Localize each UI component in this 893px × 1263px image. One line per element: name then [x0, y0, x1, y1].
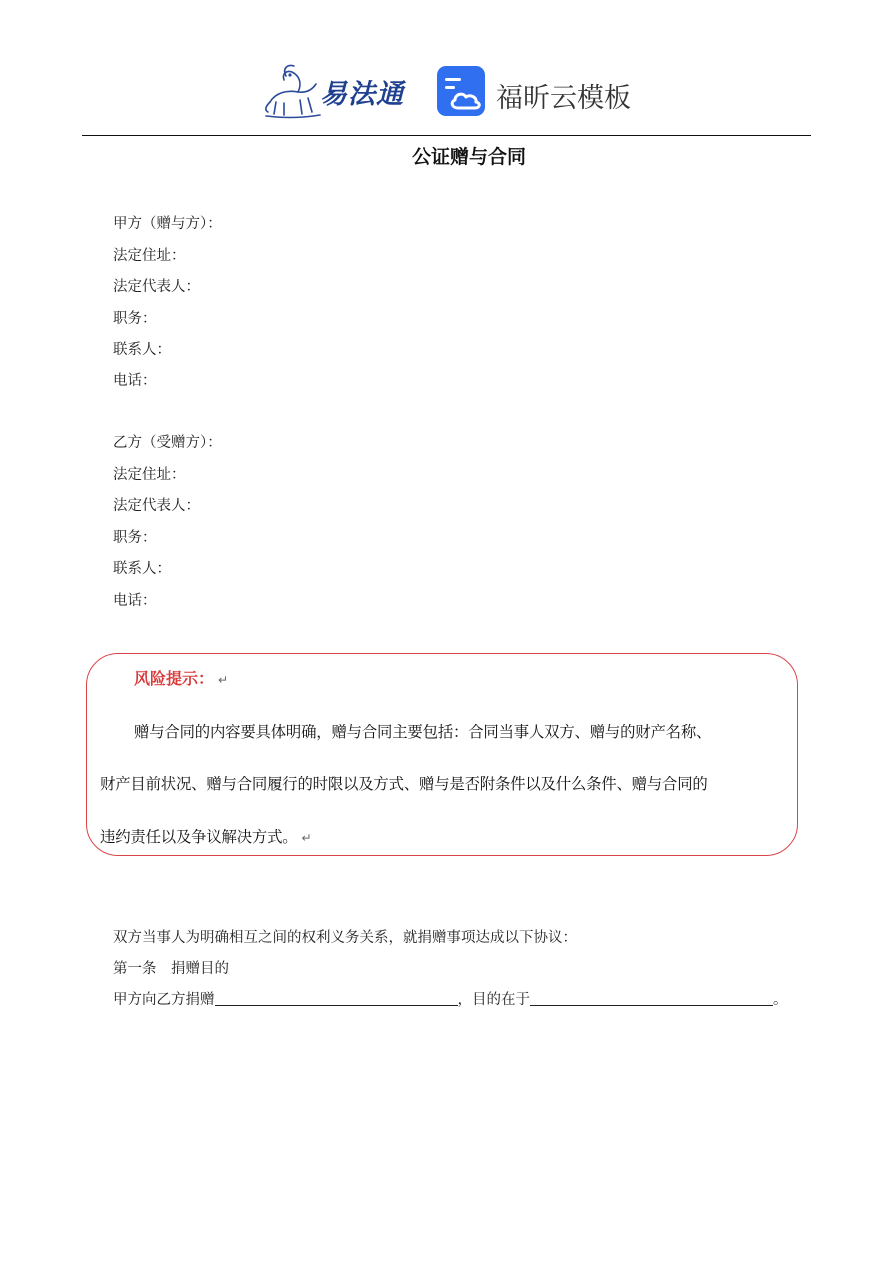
logo-yifatong [262, 62, 414, 120]
risk-notice-title-text: 风险提示： [134, 669, 215, 688]
article-1-heading: 第一条 捐赠目的 [113, 961, 229, 977]
party-a-heading: 甲方（赠与方）： [113, 216, 222, 232]
document-title: 公证赠与合同 [411, 146, 526, 168]
article-1-text-end: 。 [773, 992, 788, 1008]
risk-notice-title [134, 666, 228, 689]
qilin-logo-icon [262, 62, 322, 120]
article-1-text-middle: ，目的在于 [457, 992, 530, 1008]
header-logos [0, 58, 893, 124]
article-1-sentence [113, 988, 788, 1009]
return-mark-icon: ↵ [301, 831, 312, 845]
party-a-representative: 法定代表人： [113, 279, 200, 295]
logo-right-text: 福昕云模板 [496, 83, 631, 114]
party-b-contact: 联系人： [113, 561, 171, 577]
article-1-text-start: 甲方向乙方捐赠 [113, 992, 215, 1008]
return-mark-icon: ↵ [218, 673, 229, 687]
party-a-position: 职务： [113, 311, 157, 327]
party-b-phone: 电话： [113, 593, 157, 609]
cloud-document-icon [436, 64, 488, 118]
party-a-address: 法定住址： [113, 248, 186, 264]
party-b-representative: 法定代表人： [113, 498, 200, 514]
logo-fuxin [436, 64, 636, 120]
party-a-contact: 联系人： [113, 342, 171, 358]
risk-notice-line-2: 财产目前状况、赠与合同履行的时限以及方式、赠与是否附条件以及什么条件、赠与合同的 [100, 775, 708, 793]
risk-notice-line-3 [100, 825, 311, 847]
party-b-address: 法定住址： [113, 467, 186, 483]
party-a-phone: 电话： [113, 373, 157, 389]
donation-purpose-blank[interactable] [530, 991, 773, 1006]
logo-left-text: 易法通 [320, 79, 404, 110]
agreement-intro: 双方当事人为明确相互之间的权利义务关系，就捐赠事项达成以下协议： [113, 930, 577, 946]
risk-notice-line-3-text: 违约责任以及争议解决方式。 [100, 828, 298, 846]
party-b-heading: 乙方（受赠方）： [113, 435, 222, 451]
header-divider [82, 135, 811, 136]
risk-notice-line-1: 赠与合同的内容要具体明确，赠与合同主要包括：合同当事人双方、赠与的财产名称、 [134, 723, 712, 741]
party-b-position: 职务： [113, 530, 157, 546]
donation-item-blank[interactable] [215, 991, 458, 1006]
